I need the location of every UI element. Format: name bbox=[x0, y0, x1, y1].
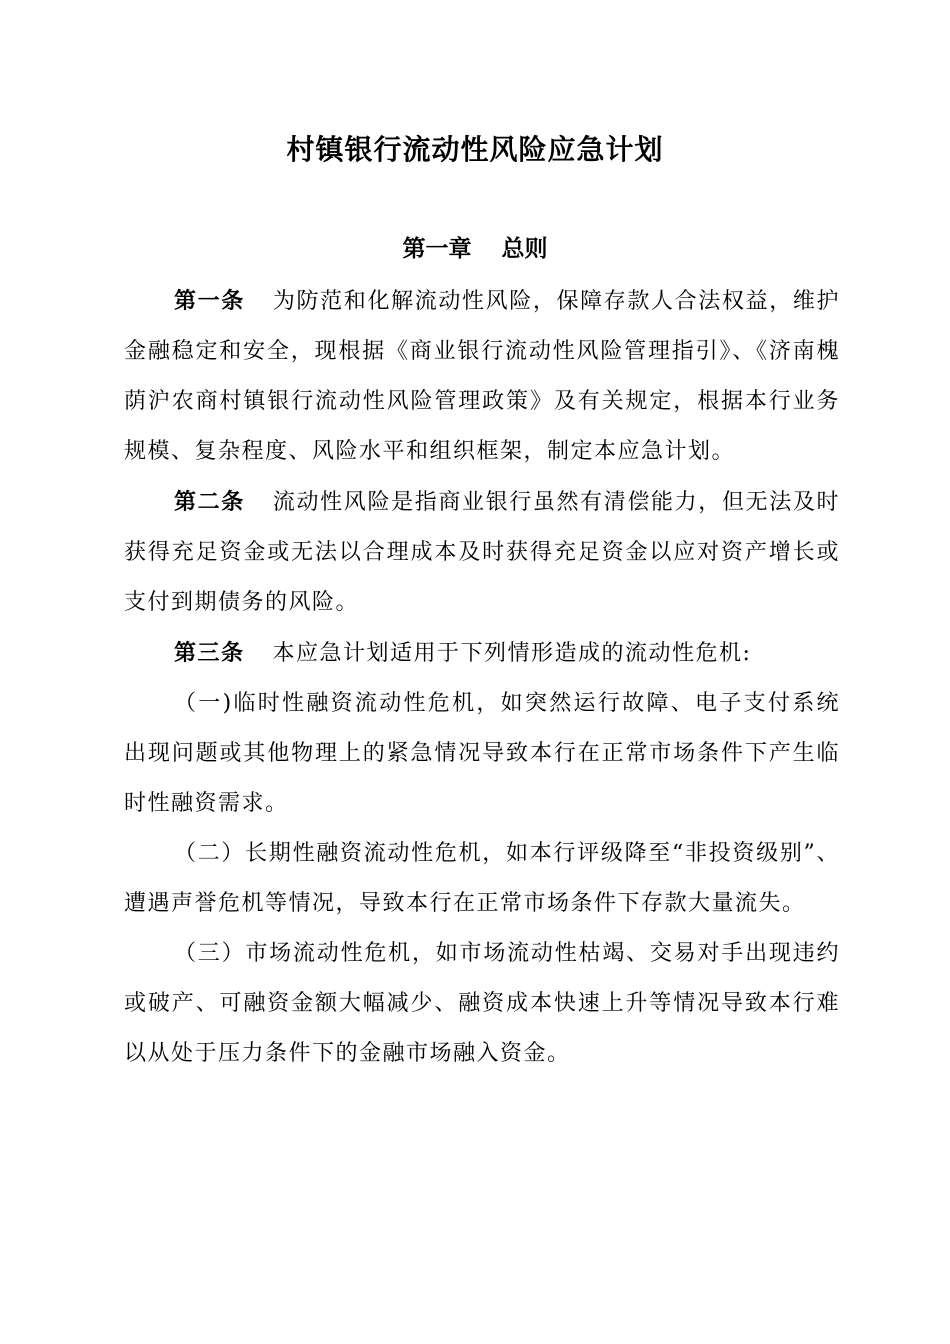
article-text: 为防范和化解流动性风险，保障存款人合法权益，维护金融稳定和安全，现根据《商业银行流动性风险管理指引》、《济南槐荫沪农商村镇银行流动性风险管理政策》及有关规定，根据本行业务规模、复杂程度、风险水平和组织框架，制定本应急计划。 bbox=[124, 289, 840, 464]
article-label: 第一条 bbox=[174, 288, 245, 314]
article-label: 第二条 bbox=[174, 489, 245, 515]
list-item-text: （一)临时性融资流动性危机，如突然运行故障、电子支付系统出现问题或其他物理上的紧急情况导致本行在正常市场条件下产生临时性融资需求。 bbox=[124, 691, 840, 816]
article-3 bbox=[124, 628, 840, 679]
list-item bbox=[124, 679, 840, 829]
document-body bbox=[124, 276, 840, 1079]
list-item bbox=[124, 929, 840, 1079]
list-item-text: （三）市场流动性危机，如市场流动性枯竭、交易对手出现违约或破产、可融资金额大幅减少、融资成本快速上升等情况导致本行难以从处于压力条件下的金融市场融入资金。 bbox=[124, 941, 840, 1066]
article-label: 第三条 bbox=[174, 640, 245, 666]
list-item bbox=[124, 829, 840, 929]
article-text: 流动性风险是指商业银行虽然有清偿能力，但无法及时获得充足资金或无法以合理成本及时获得充足资金以应对资产增长或支付到期债务的风险。 bbox=[124, 490, 840, 615]
chapter-name: 总则 bbox=[501, 235, 548, 262]
chapter-heading bbox=[0, 232, 950, 266]
document-title: 村镇银行流动性风险应急计划 bbox=[286, 133, 664, 166]
article-2 bbox=[124, 477, 840, 628]
chapter-number: 第一章 bbox=[402, 235, 472, 262]
article-1 bbox=[124, 276, 840, 477]
article-text: 本应急计划适用于下列情形造成的流动性危机: bbox=[272, 641, 752, 666]
list-item-text: （二）长期性融资流动性危机，如本行评级降至“非投资级别”、遭遇声誉危机等情况，导致本行在正常市场条件下存款大量流失。 bbox=[124, 841, 840, 916]
